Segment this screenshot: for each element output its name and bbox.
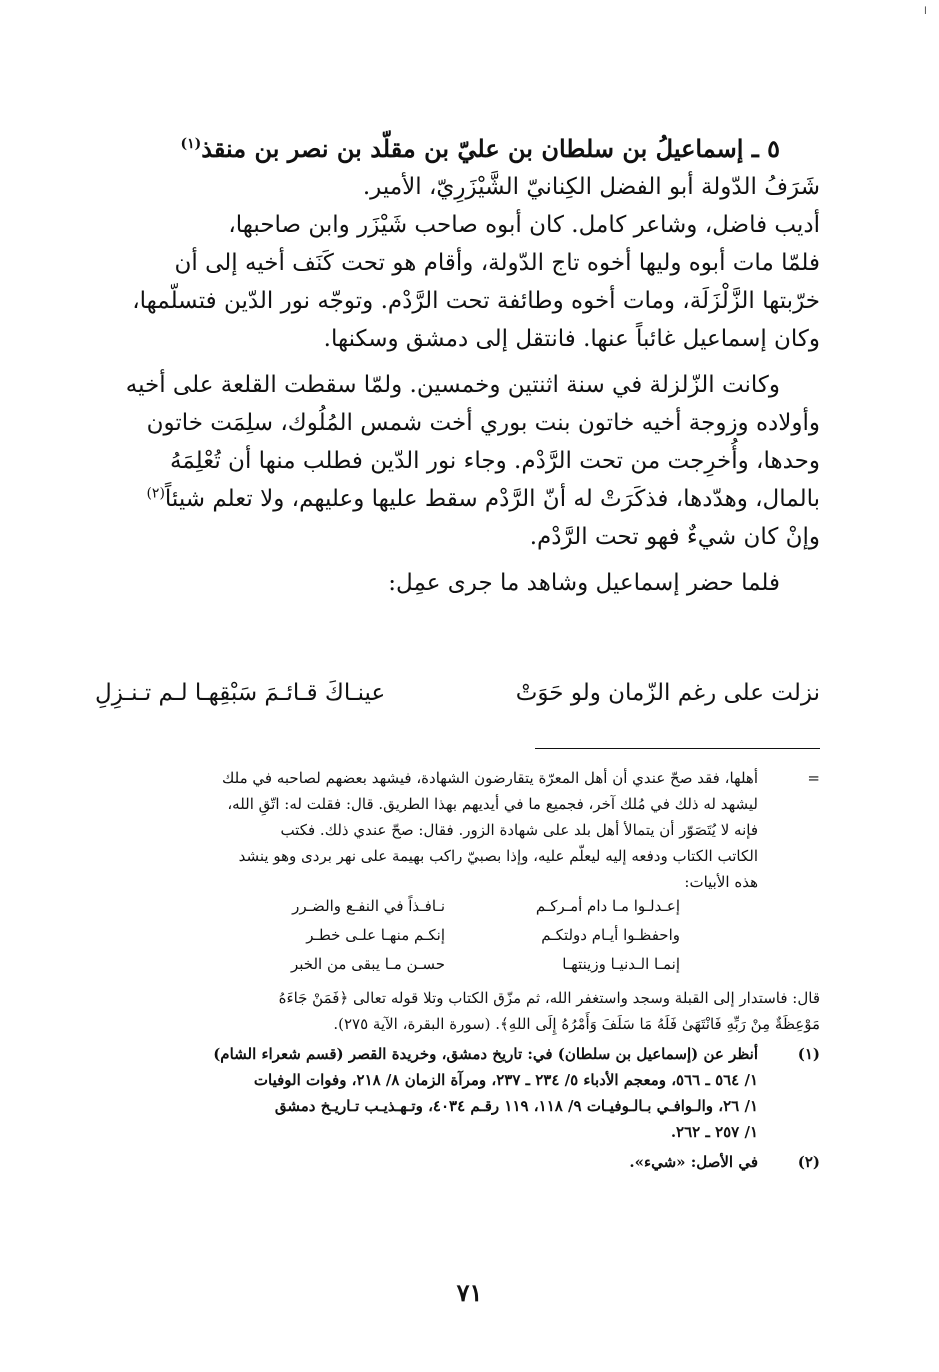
- entry-heading: [95, 130, 820, 168]
- paragraph-line: فلما حضر إسماعيل وشاهد ما جرى عمِل:: [388, 570, 780, 596]
- poem-hemistich: إعـدلـوا مـا دام أمـركـم: [535, 897, 680, 915]
- paragraph-line: [95, 480, 820, 518]
- poem-row: [95, 926, 820, 954]
- footnote-number: (٢): [797, 1153, 820, 1171]
- paragraph-line-text: بالمال، وهدّدها، فذكَرَتْ له أنّ الرَّدْم سقط عليها وعليهم، ولا تعلم شيئاً: [164, 486, 820, 512]
- corner-mark: ا: [924, 6, 927, 17]
- verse-hemistich-1: نزلت على رغم الزّمان ولو حَوَتْ: [515, 680, 820, 706]
- poem-hemistich: حسـن مـا يبقى من الخبر: [290, 955, 445, 973]
- poem-row: [95, 897, 820, 925]
- footnote-line: الكاتب الكتاب ودفعه إليه ليعلّم عليه، وإذا بصبيّ راكب بهيمة على نهر بردى وهو ينشد: [238, 847, 758, 865]
- paragraph-line: فلمّا مات أبوه وليها أخوه تاج الدّولة، وأقام هو تحت كَنَف أخيه إلى أن: [174, 250, 820, 276]
- poem-hemistich: إنكـم منهـا علـى خطـر: [306, 926, 445, 944]
- poem-hemistich: إنمـا الـدنيـا وزينتهـا: [562, 955, 680, 973]
- poem-verse: [95, 680, 820, 720]
- footnote-ref-2: (٢): [146, 485, 165, 502]
- footnote-1: [95, 1041, 820, 1145]
- paragraph-line: أديب فاضل، وشاعر كامل. كان أبوه صاحب شَيْزَر وابن صاحبها،: [228, 212, 820, 238]
- footnote-ref-1: (١): [180, 136, 202, 152]
- poem-hemistich: واحفظـوا أيـام دولتكـم: [541, 926, 680, 944]
- poem-hemistich: نـافـذاً في النفـع والضـرر: [292, 897, 445, 915]
- page-number: ٧١: [456, 1278, 483, 1307]
- paragraph-line: وأولاده وزوجة أخيه خاتون بنت بوري أخت شمس المُلُوك، سلِمَت خاتون: [146, 410, 820, 436]
- entry-subtitle: شَرَفُ الدّولة أبو الفضل الكِنانيّ الشَّيْزَرِيّ، الأمير.: [362, 174, 820, 200]
- footnote-line: ١/ ٢٥٧ ـ ٢٦٢.: [670, 1123, 758, 1141]
- continuation-mark: =: [807, 769, 820, 787]
- footnote-line: فإنه لا يُتَصَوّر أن يتمالأ أهل بلد على شهادة الزور. فقال: صحّ عندي ذلك. فكتب: [280, 821, 758, 839]
- footnote-continuation: [95, 765, 820, 895]
- footnotes: [95, 765, 820, 1175]
- footnote-line: ١/ ٢٦، والـوافـي بـالـوفيـات ٩/ ١١٨، ١١٩ رقـم ٤٠٣٤، وتـهـذيـب تـاريـخ دمشق: [274, 1097, 758, 1115]
- paragraph-line: وحدها، وأُخرِجت من تحت الرَّدْم. وجاء نور الدّين فطلب منها أن تُعْلِمَهُ: [170, 448, 820, 474]
- paragraph-1: [95, 206, 820, 358]
- footnote-line: هذه الأبيات:: [684, 873, 758, 891]
- paragraph-line: وإنْ كان شيءٌ فهو تحت الرَّدْم.: [529, 524, 820, 550]
- footnote-line: أهلها، فقد صحّ عندي أن أهل المعرّة يتقارضون الشهادة، فيشهد بعضهم لصاحبه في ملك: [222, 769, 758, 787]
- verse-hemistich-2: عينـاكَ قـائـمَ سَبْقِهـا لـم تـنـزِلِ: [95, 680, 386, 706]
- main-text: [95, 130, 820, 602]
- footnote-after-poem: [95, 985, 820, 1037]
- footnote-line: ١/ ٥٦٤ ـ ٥٦٦، ومعجم الأدباء ٥/ ٢٣٤ ـ ٢٣٧، ومرآة الزمان ٨/ ٢١٨، وفوات الوفيات: [253, 1071, 758, 1089]
- paragraph-line: خرّبتها الزَّلْزَلَة، ومات أخوه وطائفة تحت الرَّدْم. وتوجّه نور الدّين فتسلّمها،: [132, 288, 820, 314]
- footnote-line: مَوْعِظَةٌ مِنْ رَبِّهِ فَانْتَهَىٰ فَلَهُ مَا سَلَفَ وَأَمْرُهُ إِلَى اللهِ﴾. (سورة البقرة، الآية ٢٧٥).: [333, 1015, 820, 1033]
- footnote-2: [95, 1149, 820, 1175]
- heading-text: ٥ ـ إسماعيلُ بن سلطان بن عليّ بن مقلّد بن نصر بن منقذ: [201, 134, 780, 163]
- footnote-line: في الأصل: «شيء».: [629, 1153, 758, 1171]
- footnote-line: قال: فاستدار إلى القبلة وسجد واستغفر الله، ثم مزّق الكتاب وتلا قوله تعالى ﴿فَمَنْ جَاءَهُ: [278, 989, 820, 1007]
- footnote-number: (١): [797, 1045, 820, 1063]
- paragraph-line: وكانت الزّلزلة في سنة اثنتين وخمسين. ولمّا سقطت القلعة على أخيه: [125, 372, 780, 398]
- footnote-divider: [535, 748, 820, 749]
- paragraph-line: وكان إسماعيل غائباً عنها. فانتقل إلى دمشق وسكنها.: [323, 326, 820, 352]
- footnote-line: أنظر عن (إسماعيل بن سلطان) في: تاريخ دمشق، وخريدة القصر (قسم شعراء الشام): [213, 1045, 758, 1063]
- footnote-poem: [95, 895, 820, 985]
- paragraph-3: [95, 564, 820, 602]
- paragraph-2: [95, 366, 820, 556]
- poem-row: [95, 955, 820, 983]
- footnote-line: ليشهد له ذلك في مُلك آخر، فجميع ما في أيديهم بهذا الطريق. قال: فقلت له: اتّقِ الله،: [227, 795, 758, 813]
